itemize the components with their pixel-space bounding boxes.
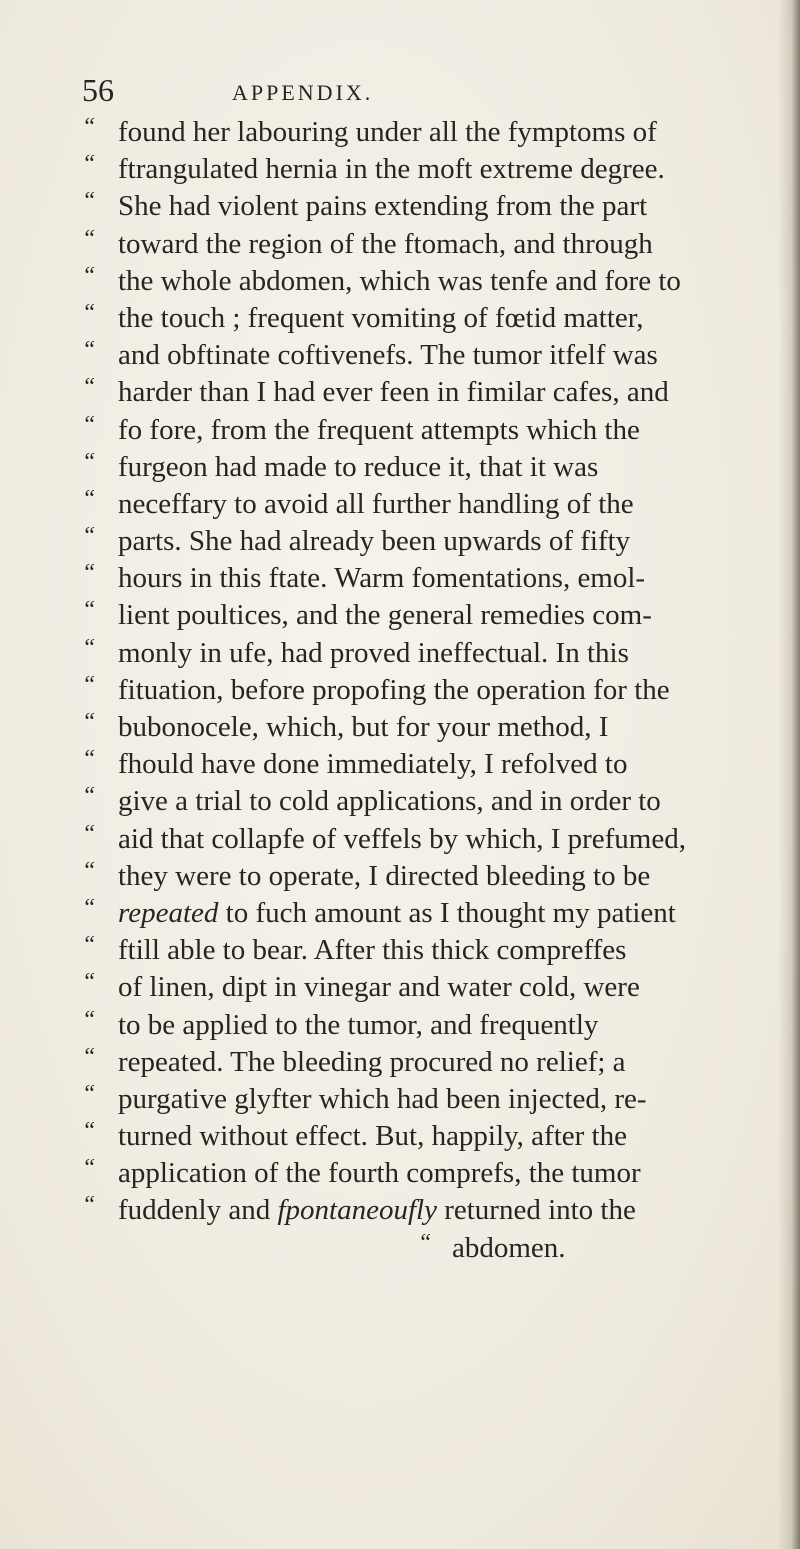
line-text: fo fore, from the frequent attempts which the (118, 413, 640, 446)
quotation-mark: “ (82, 337, 96, 364)
text-line (0, 263, 800, 300)
quotation-mark: “ (82, 1006, 96, 1033)
text-line (0, 672, 800, 709)
text-line (0, 300, 800, 337)
text-line (0, 1230, 800, 1267)
line-text: found her labouring under all the fymptoms of (118, 116, 657, 148)
quotation-mark: “ (82, 783, 96, 810)
quotation-mark: “ (82, 820, 96, 847)
line-text: abdomen. (452, 1231, 566, 1264)
text-line (0, 746, 800, 783)
quotation-mark: “ (82, 1192, 96, 1219)
text-line (0, 412, 800, 449)
text-line (0, 709, 800, 746)
text-line (0, 486, 800, 523)
line-text: fhould have done immediately, I refolved to (118, 748, 628, 781)
text-line (0, 1118, 800, 1155)
quotation-mark: “ (82, 597, 96, 624)
quotation-mark: “ (82, 448, 96, 475)
quotation-mark: “ (82, 857, 96, 884)
text-line (0, 1007, 800, 1044)
text-line (0, 858, 800, 895)
quotation-mark: “ (82, 114, 96, 140)
quotation-mark: “ (82, 1155, 96, 1182)
quotation-mark: “ (82, 746, 96, 773)
text-line (0, 969, 800, 1006)
text-line (0, 337, 800, 374)
line-text: application of the fourth comprefs, the tumor (118, 1157, 641, 1190)
text-line (0, 597, 800, 634)
quotation-mark: “ (82, 151, 96, 178)
text-line (0, 523, 800, 560)
line-text: the whole abdomen, which was tenfe and fore to (118, 264, 681, 297)
line-text: repeated to fuch amount as I thought my patient (118, 896, 676, 929)
line-text: monly in ufe, had proved ineffectual. In this (118, 636, 629, 669)
text-line (0, 151, 800, 188)
quotation-mark: “ (418, 1229, 432, 1256)
text-line (0, 226, 800, 263)
line-text: ftill able to bear. After this thick compreffes (118, 934, 627, 967)
line-text: fuddenly and fpontaneoufly returned into the (118, 1194, 636, 1227)
line-text: neceffary to avoid all further handling of the (118, 487, 634, 520)
text-line (0, 449, 800, 486)
line-text: aid that collapfe of veffels by which, I prefumed, (118, 822, 686, 855)
line-text: harder than I had ever feen in fimilar cafes, and (118, 376, 669, 409)
line-text: She had violent pains extending from the part (118, 190, 648, 223)
quotation-mark: “ (82, 523, 96, 550)
line-text: of linen, dipt in vinegar and water cold, were (118, 971, 640, 1004)
quotation-mark: “ (82, 225, 96, 252)
text-line (0, 114, 800, 151)
italic-word: repeated (118, 896, 219, 929)
line-text: give a trial to cold applications, and in order to (118, 785, 661, 818)
text-line (0, 560, 800, 597)
quotation-mark: “ (82, 262, 96, 289)
quotation-mark: “ (82, 671, 96, 698)
quotation-mark: “ (82, 374, 96, 401)
line-text: turned without effect. But, happily, after the (118, 1120, 627, 1153)
text-line (0, 895, 800, 932)
line-text: bubonocele, which, but for your method, I (118, 711, 609, 743)
line-text: hours in this ftate. Warm fomentations, emol- (118, 562, 646, 595)
quotation-mark: “ (82, 1080, 96, 1107)
line-text: furgeon had made to reduce it, that it was (118, 450, 599, 483)
quotation-mark: “ (82, 1043, 96, 1070)
line-text: lient poultices, and the general remedies com- (118, 599, 652, 632)
line-text: and obftinate coftivenefs. The tumor itfelf was (118, 339, 658, 372)
body-text (0, 114, 800, 1267)
text-line (0, 1044, 800, 1081)
quotation-mark: “ (82, 485, 96, 512)
italic-word: fpontaneoufly (277, 1194, 437, 1227)
text-line (0, 1155, 800, 1192)
page-edge-shadow (778, 0, 800, 1549)
text-line (0, 1081, 800, 1118)
quotation-mark: “ (82, 188, 96, 215)
quotation-mark: “ (82, 560, 96, 587)
quotation-mark: “ (82, 932, 96, 959)
line-text: fituation, before propofing the operation for the (118, 673, 670, 706)
line-text: they were to operate, I directed bleeding to be (118, 859, 651, 892)
line-text: repeated. The bleeding procured no relief; a (118, 1045, 626, 1078)
text-line (0, 635, 800, 672)
quotation-mark: “ (82, 411, 96, 438)
line-text: ftrangulated hernia in the moft extreme degree. (118, 153, 665, 186)
text-line (0, 783, 800, 820)
quotation-mark: “ (82, 709, 96, 735)
page-number: 56 (82, 72, 114, 108)
page-header (82, 72, 642, 112)
text-line (0, 932, 800, 969)
quotation-mark: “ (82, 1118, 96, 1145)
text-line (0, 374, 800, 411)
line-text: parts. She had already been upwards of fifty (118, 525, 631, 558)
quotation-mark: “ (82, 969, 96, 996)
quotation-mark: “ (82, 299, 96, 326)
line-text: purgative glyfter which had been injected, re- (118, 1082, 647, 1115)
running-head: APPENDIX. (232, 80, 374, 105)
text-line (0, 821, 800, 858)
quotation-mark: “ (82, 634, 96, 661)
quotation-mark: “ (82, 894, 96, 921)
text-line (0, 1192, 800, 1229)
line-text: toward the region of the ftomach, and through (118, 227, 653, 260)
text-line (0, 188, 800, 225)
line-text: to be applied to the tumor, and frequently (118, 1008, 599, 1041)
line-text: the touch ; frequent vomiting of fœtid matter, (118, 301, 644, 334)
